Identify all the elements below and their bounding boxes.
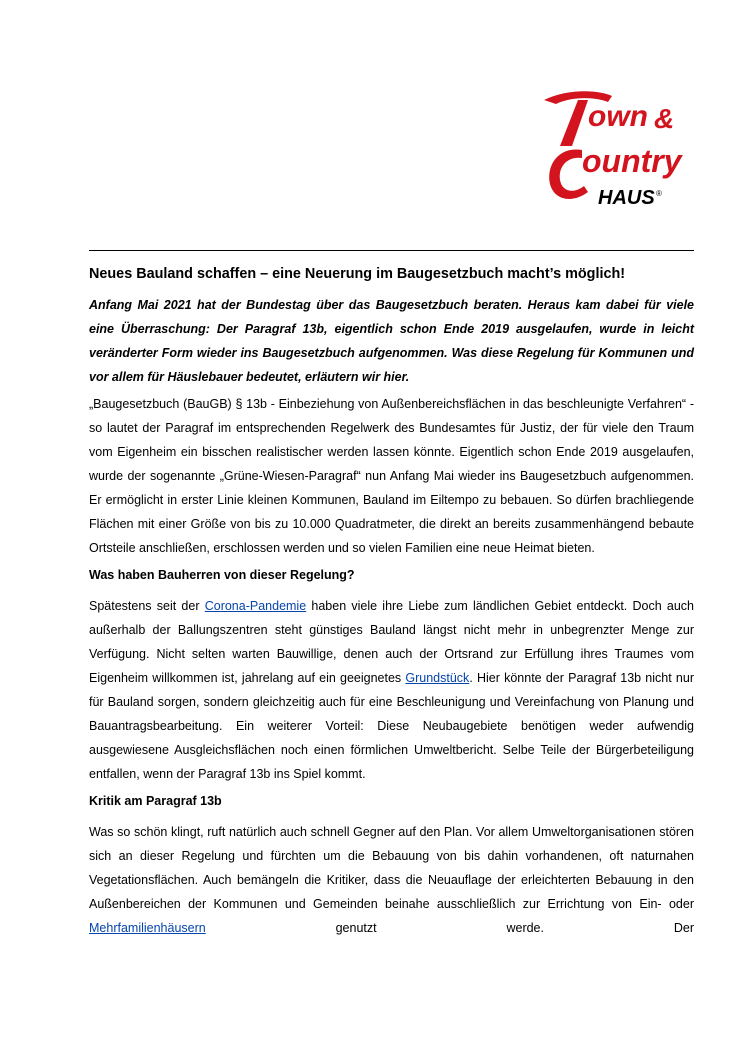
lead-paragraph: Anfang Mai 2021 hat der Bundestag über das Baugesetzbuch beraten. Heraus kam dabei für viele eine Überraschung: Der Paragraf 13b, eigentlich schon Ende 2019 ausgelaufen, wurde in leicht veränderter Form wieder ins Baugesetzbuch aufgenommen. Was diese Regelung für Kommunen und vor allem für Häuslebauer bedeutet, erläutern wir hier. <box>89 298 694 384</box>
section-heading-bauherren: Was haben Bauherren von dieser Regelung? <box>89 568 355 582</box>
header-divider <box>89 250 694 251</box>
logo-t-stem <box>560 100 588 146</box>
text-segment: Spätestens seit der <box>89 599 205 613</box>
paragraph-bauherren <box>89 594 694 786</box>
logo-text-ountry: ountry <box>582 143 682 179</box>
link-corona-pandemie[interactable]: Corona-Pandemie <box>204 599 307 613</box>
text-segment: haben viele ihre Liebe zum ländlichen Gebiet entdeckt. Doch auch außerhalb der Ballungszentren steht günstiges Bauland längst nicht mehr in unbegrenzter Menge zur Verfügung. Nicht selten warten Bauwillige, denen auch der Ortsrand zur Erfüllung ihres Traumes vom Eigenheim willkommen ist, jahrelang auf ein geeignetes <box>89 599 694 685</box>
link-mehrfamilienhaeuser[interactable]: Mehrfamilienhäusern <box>89 921 206 935</box>
paragraph-kritik <box>89 820 694 940</box>
paragraph-bauGB: „Baugesetzbuch (BauGB) § 13b - Einbeziehung von Außenbereichsflächen in das beschleunigte Verfahren“ - so lautet der Paragraf im entsprechenden Regelwerk des Bundesamtes für Justiz, der für viele den Traum vom Eigenheim ein bisschen realistischer werden lassen könnte. Eigentlich schon Ende 2019 ausgelaufen, wurde der sogenannte „Grüne-Wiesen-Paragraf“ nun Anfang Mai wieder ins Baugesetzbuch aufgenommen. Er ermöglicht in erster Linie kleinen Kommunen, Bauland im Eiltempo zu bebauen. So dürfen brachliegende Flächen mit einer Größe von bis zu 10.000 Quadratmeter, die direkt an bereits zusammenhängend bebaute Ortsteile anschließen, erschlossen werden und so vielen Familien eine neue Heimat bieten. <box>89 397 694 555</box>
section-heading-kritik: Kritik am Paragraf 13b <box>89 794 222 808</box>
logo-text-haus: HAUS <box>598 187 655 209</box>
headline: Neues Bauland schaffen – eine Neuerung im Baugesetzbuch macht’s möglich! <box>89 266 626 282</box>
town-and-country-haus-logo <box>538 86 696 210</box>
link-grundstueck[interactable]: Grundstück <box>405 671 470 685</box>
text-segment: genutzt werde. Der <box>205 921 694 935</box>
logo-ampersand: & <box>654 103 675 134</box>
text-segment: Was so schön klingt, ruft natürlich auch schnell Gegner auf den Plan. Vor allem Umweltorganisationen stören sich an dieser Regelung und fürchten um die Bebauung von bis dahin vorhandenen, oft naturnahen Vegetationsflächen. Auch bemängeln die Kritiker, dass die Neuauflage der erleichterten Bebauung in den Außenbereichen der Kommunen und Gemeinden beinahe ausschließlich zur Errichtung von Ein- oder <box>89 825 694 911</box>
logo-registered-mark: ® <box>656 189 662 198</box>
text-segment: . Hier könnte der Paragraf 13b nicht nur für Bauland sorgen, sondern gleichzeitig auch für eine Beschleunigung und Vereinfachung von Planung und Bauantragsbearbeitung. Ein weiterer Vorteil: Diese Neubaugebiete benötigen weder aufwendig ausgewiesene Ausgleichsflächen noch einen förmlichen Umweltbericht. Selbe Teile der Bürgerbeteiligung entfallen, wenn der Paragraf 13b ins Spiel kommt. <box>89 671 694 781</box>
logo-text-own: own <box>588 100 648 133</box>
article <box>89 262 694 943</box>
